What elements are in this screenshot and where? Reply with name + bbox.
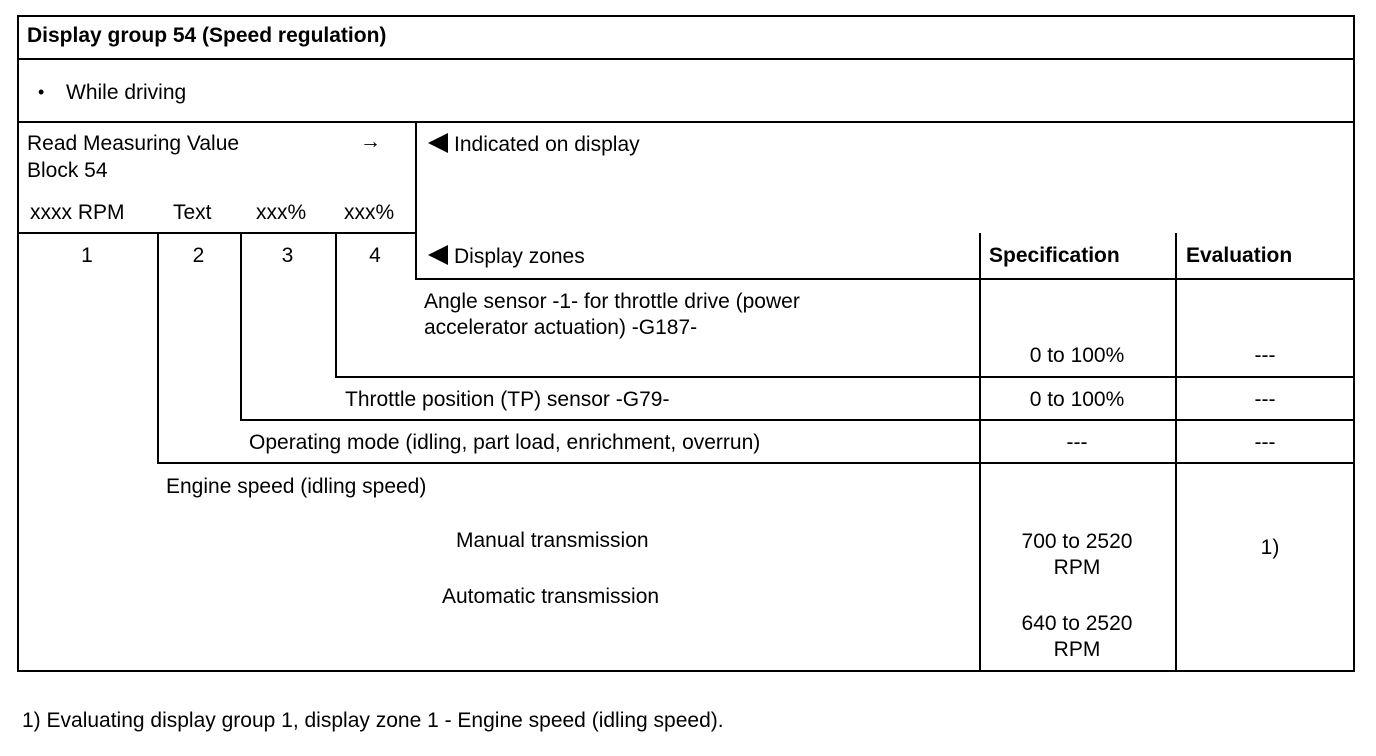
read-measuring-label: Read Measuring Value xyxy=(27,132,240,155)
zone2-description: Operating mode (idling, part load, enrichment, overrun) xyxy=(249,431,761,454)
pointer-left-icon xyxy=(428,133,448,153)
condition-bullet: • xyxy=(38,82,45,102)
divider-headers xyxy=(415,278,1355,280)
table-border-left xyxy=(17,15,19,672)
auto-spec-line1: 640 to 2520 xyxy=(1021,612,1133,635)
zone3-evaluation: --- xyxy=(1254,388,1276,411)
footnote: 1) Evaluating display group 1, display zone 1 - Engine speed (idling speed). xyxy=(22,709,724,732)
divider-block-units xyxy=(17,232,417,234)
zone2-evaluation: --- xyxy=(1254,431,1276,454)
manual-spec-line2: RPM xyxy=(1053,556,1101,579)
manual-transmission-label: Manual transmission xyxy=(456,529,649,552)
auto-spec-line2: RPM xyxy=(1053,638,1101,661)
unit-zone1: xxxx RPM xyxy=(30,201,125,224)
pointer-left-icon xyxy=(428,245,448,265)
condition-text: While driving xyxy=(66,81,187,104)
divider-title xyxy=(17,58,1355,60)
block-number-label: Block 54 xyxy=(27,159,108,182)
zone3-description: Throttle position (TP) sensor -G79- xyxy=(345,388,670,411)
unit-zone3: xxx% xyxy=(256,201,307,224)
zone4-specification: 0 to 100% xyxy=(1029,344,1125,367)
zone1-description: Engine speed (idling speed) xyxy=(166,475,427,498)
zone4-description-line2: accelerator actuation) -G187- xyxy=(424,316,698,339)
zone4-evaluation: --- xyxy=(1254,344,1276,367)
zone1-evaluation: 1) xyxy=(1260,536,1280,559)
table-title: Display group 54 (Speed regulation) xyxy=(27,24,387,47)
indicated-label: Indicated on display xyxy=(454,133,640,156)
zone-number-4: 4 xyxy=(369,244,381,267)
header-evaluation: Evaluation xyxy=(1186,244,1293,267)
arrow-right-icon: → xyxy=(360,130,381,153)
leader-zone2-horizontal xyxy=(157,462,1355,464)
zone4-description-line1: Angle sensor -1- for throttle drive (power xyxy=(424,290,800,313)
indicated-on-display xyxy=(428,132,640,158)
divider-condition xyxy=(17,121,1355,123)
zone3-specification: 0 to 100% xyxy=(1029,388,1125,411)
header-specification: Specification xyxy=(989,244,1120,267)
divider-block-right xyxy=(415,121,417,280)
unit-zone2: Text xyxy=(173,201,212,224)
automatic-transmission-label: Automatic transmission xyxy=(442,585,660,608)
leader-zone3-horizontal xyxy=(240,419,1355,421)
zone2-specification: --- xyxy=(1066,431,1088,454)
manual-spec-line1: 700 to 2520 xyxy=(1021,530,1133,553)
header-display-zones xyxy=(428,244,585,270)
unit-zone4: xxx% xyxy=(344,201,395,224)
zone-number-3: 3 xyxy=(281,244,294,267)
leader-zone4-horizontal xyxy=(335,376,1355,378)
display-zones-label: Display zones xyxy=(454,245,585,268)
zone-number-1: 1 xyxy=(81,244,93,267)
table-border-top xyxy=(17,15,1355,17)
table-border-bottom xyxy=(17,670,1355,672)
zone-number-2: 2 xyxy=(192,244,205,267)
